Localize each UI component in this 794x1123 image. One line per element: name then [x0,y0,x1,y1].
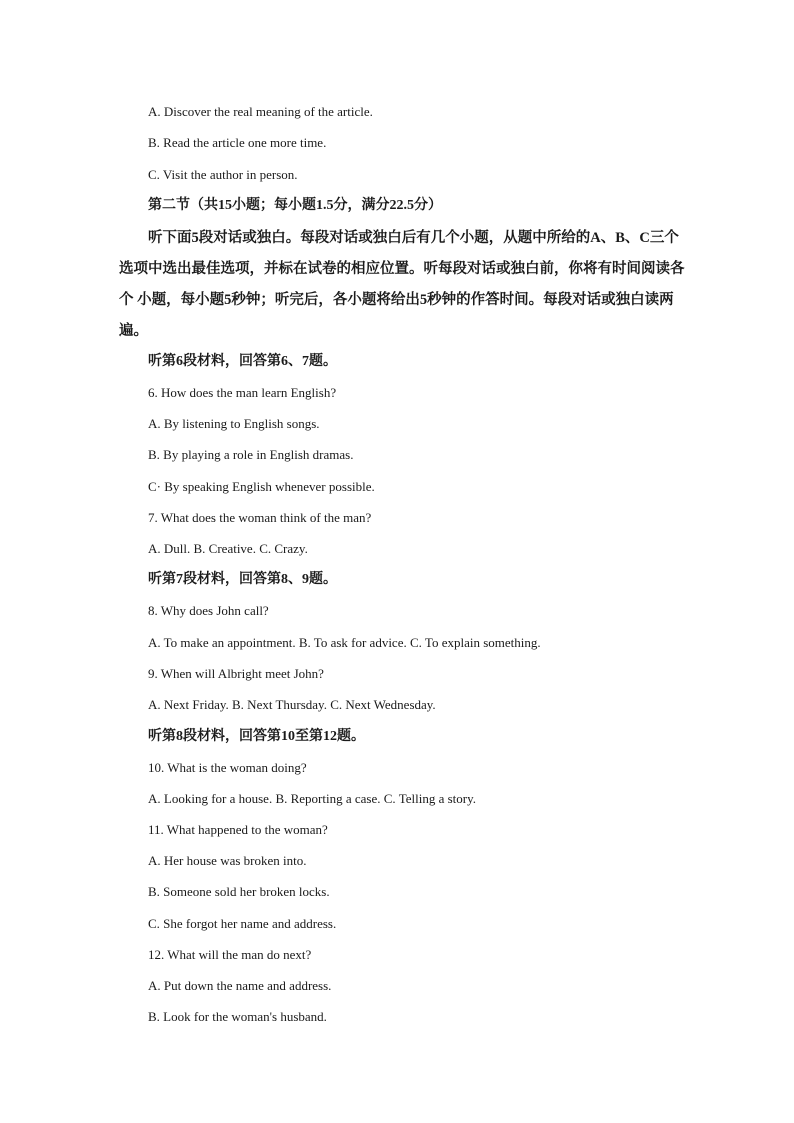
group6-heading: 听第6段材料，回答第6、7题。 [148,354,337,369]
q8-options: A. To make an appointment. B. To ask for advice. C. To explain something. [148,635,541,650]
question-8: 8. Why does John call? [148,603,269,618]
question-12: 12. What will the man do next? [148,947,312,962]
question-11: 11. What happened to the woman? [148,822,328,837]
q11-option-c: C. She forgot her name and address. [148,916,337,931]
instruction-line-4: 遍。 [119,323,148,339]
q6-option-c: C· By speaking English whenever possible. [148,479,375,494]
q11-option-a: A. Her house was broken into. [148,853,307,868]
question-7: 7. What does the woman think of the man? [148,510,372,525]
q11-option-b: B. Someone sold her broken locks. [148,884,330,899]
q10-options: A. Looking for a house. B. Reporting a case. C. Telling a story. [148,791,477,806]
option-prev-a: A. Discover the real meaning of the article. [148,104,373,119]
option-prev-c: C. Visit the author in person. [148,167,298,182]
instruction-line-3: 个 小题，每小题5秒钟；听完后，各小题将给出5秒钟的作答时间。每段对话或独白读两 [119,292,674,308]
question-9: 9. When will Albright meet John? [148,666,324,681]
section-title: 第二节（共15小题；每小题1.5分，满分22.5分） [148,198,442,213]
group7-heading: 听第7段材料，回答第8、9题。 [148,572,337,587]
question-6: 6. How does the man learn English? [148,385,337,400]
q12-option-b: B. Look for the woman's husband. [148,1009,327,1024]
option-prev-b: B. Read the article one more time. [148,135,327,150]
q9-options: A. Next Friday. B. Next Thursday. C. Next Wednesday. [148,697,436,712]
question-10: 10. What is the woman doing? [148,760,307,775]
instruction-line-1: 听下面5段对话或独白。每段对话或独白后有几个小题，从题中所给的A、B、C三个 [148,230,679,246]
q7-options: A. Dull. B. Creative. C. Crazy. [148,541,308,556]
q6-option-a: A. By listening to English songs. [148,416,320,431]
group8-heading: 听第8段材料，回答第10至第12题。 [148,729,365,744]
q6-option-b: B. By playing a role in English dramas. [148,447,354,462]
q12-option-a: A. Put down the name and address. [148,978,332,993]
instruction-line-2: 选项中选出最佳选项，并标在试卷的相应位置。听每段对话或独白前，你将有时间阅读各 [119,261,685,277]
